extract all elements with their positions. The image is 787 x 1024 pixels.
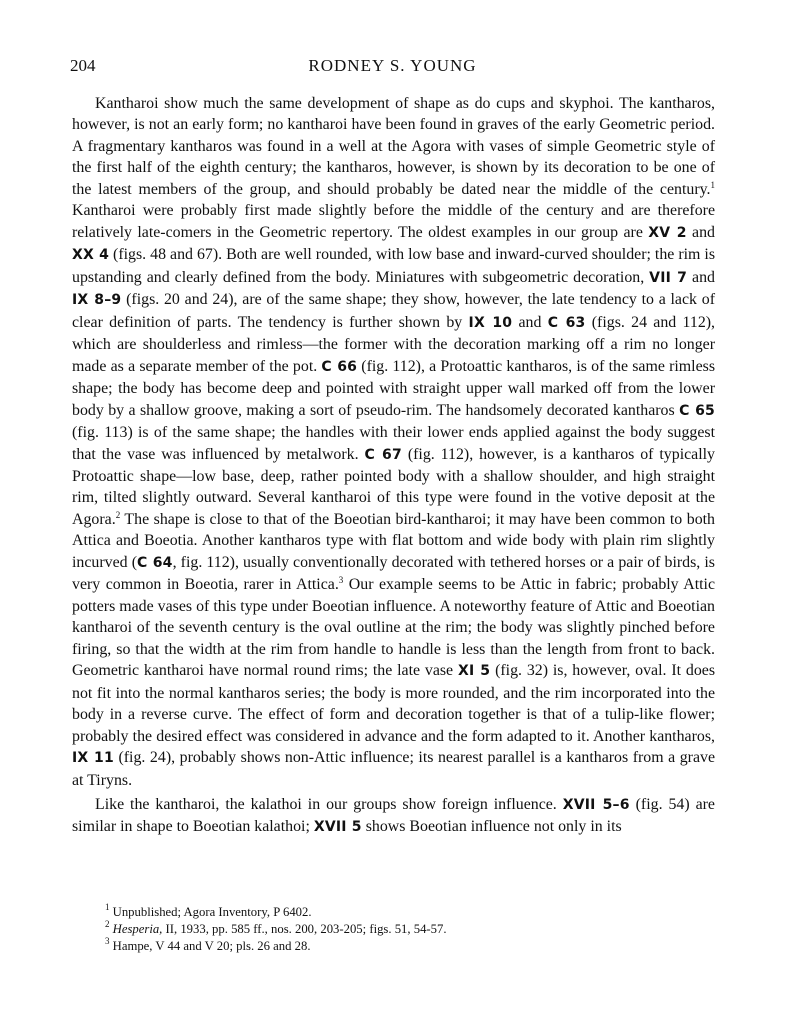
catalogue-ref: C 67 <box>364 446 402 463</box>
running-head: RODNEY S. YOUNG <box>308 56 477 75</box>
catalogue-ref: XX 4 <box>72 247 110 264</box>
body-text <box>72 93 715 839</box>
footnotes <box>105 904 715 955</box>
catalogue-ref: VII 7 <box>649 269 688 286</box>
footnote-text: Unpublished; Agora Inventory, P 6402. <box>112 905 312 919</box>
footnote-2 <box>105 921 715 938</box>
footnote-number: 1 <box>105 902 110 912</box>
text-run: (fig. 113) is of the same shape; the handles with their lower ends applied against the body suggest that the vase was influenced by metalwork. <box>72 424 715 463</box>
text-run: (figs. 48 and 67). Both are well rounded, with low base and inward-curved shoulder; the rim is upstanding and clearly defined from the body. Miniatures with subgeometric decoration, <box>72 246 715 286</box>
catalogue-ref: IX 8–9 <box>72 292 122 309</box>
catalogue-ref: XVII 5 <box>313 819 362 836</box>
catalogue-ref: XV 2 <box>648 224 687 241</box>
text-run: (figs. 24 and 112), which are shoulderless and rimless—the former with the decoration marking off a rim no longer made as a separate member of the pot. <box>72 313 716 375</box>
text-run: Our example seems to be Attic in fabric; probably Attic potters made vases of this type under Boeotian influence. A noteworthy feature of Attic and Boeotian kantharoi of the seventh century is the oval outline at the rim; the body was slightly pinched before firing, so that the width at the rim from handle to handle is less than the length from front to back. Geometric kantharoi have normal round rims; the late vase <box>72 576 716 680</box>
catalogue-ref: C 65 <box>679 402 715 419</box>
text-run: (fig. 54) are similar in shape to Boeotian kalathoi; <box>72 796 715 836</box>
paragraph-kantharoi <box>72 93 715 791</box>
text-run: (fig. 112), however, is a kantharos of typically Protoattic shape—low base, deep, rather pointed body with a shallow shoulder, and high straight rim, tilted slightly outward. Several kantharoi of this type were found in the votive deposit at the Agora. <box>72 445 715 528</box>
text-run: Like the kantharoi, the kalathoi in our groups show foreign influence. <box>95 796 563 813</box>
catalogue-ref: C 63 <box>547 314 586 331</box>
text-run: Kantharoi show much the same development of shape as do cups and skyphoi. The kantharos, however, is not an early form; no kantharoi have been found in graves of the early Geometric period. A fragmentary kantharos was found in a well at the Agora with vases of simple Geometric style of the first half of the eighth century; the kantharos, however, is shown by its decoration to be one of the latest members of the group, and should probably be dated near the middle of the century. <box>72 95 715 198</box>
text-run: and <box>687 268 715 286</box>
footnote-text: Hampe, V 44 and V 20; pls. 26 and 28. <box>112 939 311 953</box>
catalogue-ref: XI 5 <box>457 663 491 680</box>
footnote-ref-3: 3 <box>338 575 344 586</box>
text-run: and <box>512 313 548 331</box>
page-number: 204 <box>70 56 96 75</box>
catalogue-ref: XVII 5–6 <box>562 797 630 813</box>
catalogue-ref: C 64 <box>137 554 173 571</box>
footnote-3 <box>105 938 715 955</box>
footnote-1 <box>105 904 715 921</box>
footnote-number: 2 <box>105 919 110 929</box>
text-run: (figs. 20 and 24), are of the same shape; they show, however, the late tendency to a lack of clear definition of parts. The tendency is further shown by <box>72 291 715 331</box>
text-run: , fig. 112), usually conventionally decorated with tethered horses or a pair of birds, is very common in Boeotia, rarer in Attica. <box>72 553 715 594</box>
paragraph-kalathoi <box>72 794 715 839</box>
text-run: and <box>686 223 715 241</box>
text-run: (fig. 24), probably shows non-Attic influence; its nearest parallel is a kantharos from a grave at Tiryns. <box>72 749 716 789</box>
footnote-text: II, 1933, pp. 585 ff., nos. 200, 203-205; figs. 51, 54-57. <box>162 922 447 936</box>
journal-title: Hesperia, <box>112 922 163 936</box>
text-run: Kantharoi were probably first made slightly before the middle of the century and are therefore relatively late-comers in the Geometric repertory. The oldest examples in our group are <box>72 202 715 241</box>
catalogue-ref: IX 10 <box>468 314 513 331</box>
page-header <box>70 56 715 80</box>
footnote-ref-1: 1 <box>710 179 715 190</box>
text-run: The shape is close to that of the Boeotian bird-kantharoi; it may have been common to both Attica and Boeotia. Another kantharos type with flat bottom and wide body with plain rim slightly incurved ( <box>72 510 715 571</box>
text-run: (fig. 32) is, however, oval. It does not fit into the normal kantharos series; the body is more rounded, and the rim incorporated into the body in a reverse curve. The effect of form and decoration together is that of a tulip-like flower; probably the desired effect was considered in advance and the form adapted to it. Another kantharos, <box>72 662 716 745</box>
footnote-number: 3 <box>105 936 110 946</box>
catalogue-ref: C 66 <box>321 358 358 375</box>
text-run: shows Boeotian influence not only in its <box>361 818 622 836</box>
catalogue-ref: IX 11 <box>72 750 114 767</box>
footnote-ref-2: 2 <box>115 509 121 520</box>
text-run: (fig. 112), a Protoattic kantharos, is of the same rimless shape; the body has become deep and pointed with straight upper wall marked off from the lower body by a shallow groove, making a sort of pseudo-rim. The handsomely decorated kantharos <box>72 357 715 419</box>
